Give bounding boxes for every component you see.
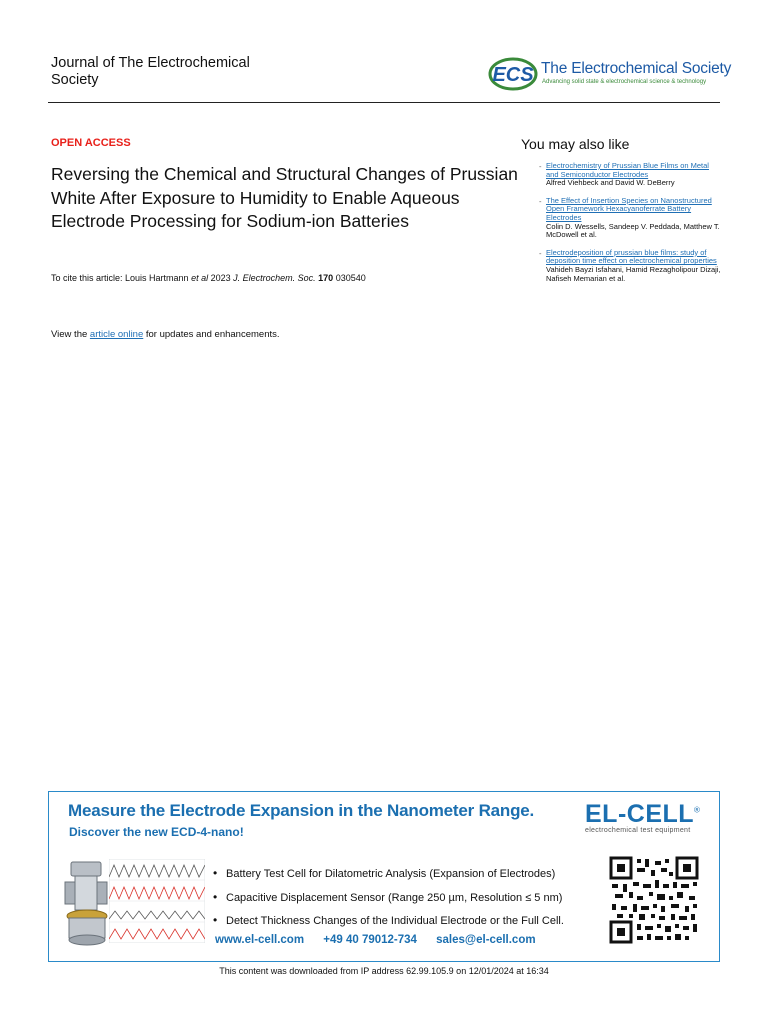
related-dash: -: [539, 162, 542, 171]
cite-volume: 170: [318, 273, 334, 283]
related-item-authors: Vahideh Bayzi Isfahani, Hamid Rezagholipour Dizaji, Nafiseh Memarian et al.: [546, 264, 721, 283]
related-item: [521, 162, 721, 188]
related-dash: -: [539, 196, 542, 206]
el-cell-tagline: electrochemical test equipment: [585, 827, 691, 834]
ad-website-link[interactable]: www.el-cell.com: [215, 934, 305, 946]
ad-headline: Measure the Electrode Expansion in the Nanometer Range.: [68, 801, 535, 820]
el-cell-advertisement[interactable]: [48, 791, 720, 962]
open-access-label: OPEN ACCESS: [51, 137, 131, 149]
related-item-link[interactable]: Electrodeposition of prussian blue films: study of deposition time effect on electrochemical properties: [546, 247, 717, 266]
ad-feature-list: [213, 862, 564, 933]
journal-name: [51, 55, 291, 89]
ecs-badge-text: ECS: [492, 64, 534, 86]
ad-phone: +49 40 79012-734: [323, 934, 417, 946]
ecs-logo[interactable]: [488, 56, 732, 92]
header-divider: [48, 102, 720, 103]
qr-code-icon[interactable]: [609, 856, 699, 944]
related-item: [521, 197, 721, 240]
related-articles: [521, 136, 721, 292]
ecs-society-name: The Electrochemical Society: [541, 60, 732, 77]
view-online: [51, 329, 280, 340]
cite-article-number: 030540: [335, 273, 366, 283]
related-item-link[interactable]: The Effect of Insertion Species on Nanostructured Open Framework Hexacyanoferrate Battery Electrodes: [546, 195, 712, 222]
related-item-authors: Alfred Viehbeck and David W. DeBerry: [546, 178, 675, 188]
related-dash: -: [539, 248, 542, 258]
ad-email-link[interactable]: sales@el-cell.com: [436, 934, 536, 946]
download-notice: This content was downloaded from IP address 62.99.105.9 on 12/01/2024 at 16:34: [219, 966, 549, 976]
el-cell-logo: [585, 800, 700, 834]
journal-name-line2: Society: [51, 72, 99, 88]
related-item: [521, 249, 721, 283]
related-item-link[interactable]: Electrochemistry of Prussian Blue Films on Metal and Semiconductor Electrodes: [546, 161, 709, 179]
ad-contacts: [215, 934, 552, 946]
ad-feature: • Battery Test Cell for Dilatometric Analysis (Expansion of Electrodes): [213, 862, 564, 886]
ad-subheadline: Discover the new ECD-4-nano!: [69, 825, 244, 839]
registered-mark: ®: [694, 805, 701, 815]
cite-year: 2023: [208, 273, 234, 283]
expansion-signal-graph-icon: [109, 859, 205, 943]
dilatometer-cell-icon: [63, 858, 113, 950]
ad-feature: • Detect Thickness Changes of the Individual Electrode or the Full Cell.: [213, 909, 564, 933]
related-item-authors: Colin D. Wessells, Sandeep V. Peddada, Matthew T. McDowell et al.: [546, 221, 720, 240]
cite-journal: J. Electrochem. Soc.: [233, 273, 316, 283]
ecs-tagline: Advancing solid state & electrochemical science & technology: [542, 79, 707, 85]
cite-etal: et al: [191, 273, 209, 283]
el-cell-brand: [585, 800, 700, 829]
cite-prefix: To cite this article: Louis Hartmann: [51, 273, 192, 283]
citation: [51, 273, 366, 283]
view-prefix: View the: [51, 329, 90, 340]
journal-name-line1: Journal of The Electrochemical: [51, 55, 250, 71]
ad-feature: • Capacitive Displacement Sensor (Range 250 µm, Resolution ≤ 5 nm): [213, 886, 564, 910]
ecs-badge-icon: [488, 56, 538, 92]
view-suffix: for updates and enhancements.: [143, 329, 280, 340]
article-title: Reversing the Chemical and Structural Changes of Prussian White After Exposure to Humidity to Enable Aqueous Electrode Processing for Sodium-ion Batteries: [51, 164, 518, 231]
related-title: You may also like: [521, 136, 630, 152]
article-online-link[interactable]: article online: [89, 329, 144, 340]
el-cell-brand-text: EL-CELL: [585, 800, 695, 828]
